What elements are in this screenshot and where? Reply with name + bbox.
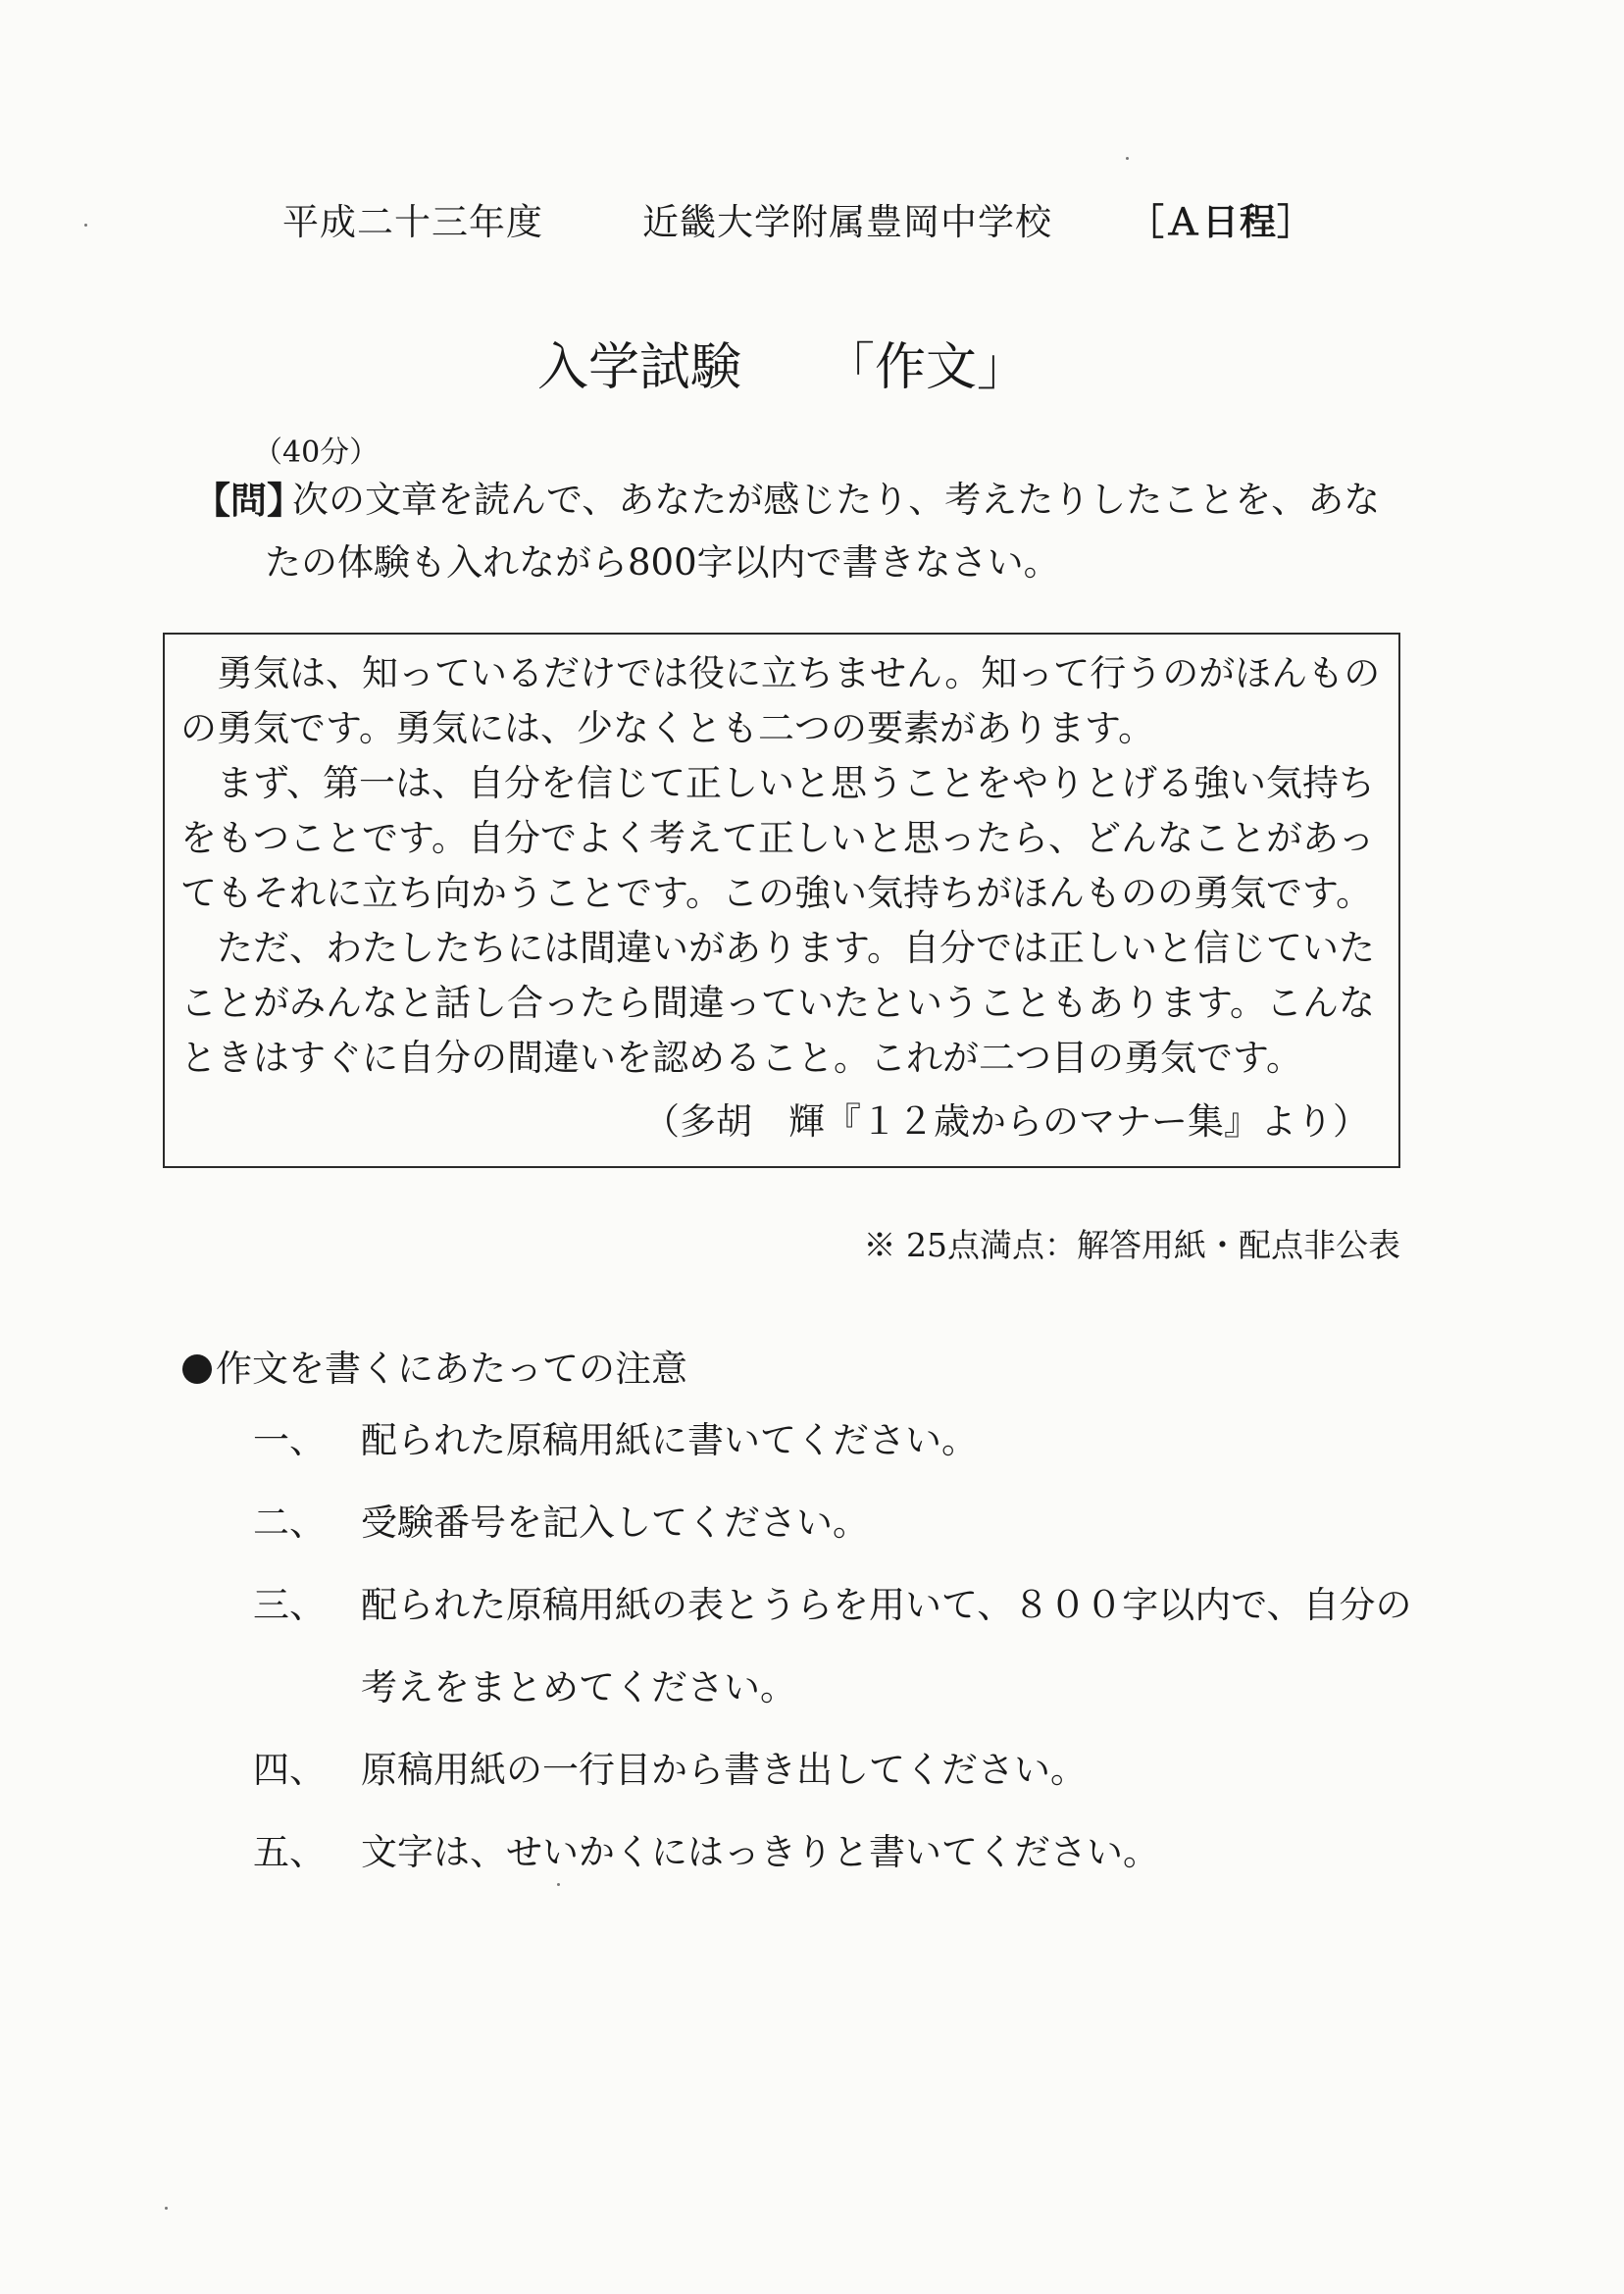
item-number: 三、 [253, 1584, 326, 1626]
item-text: 文字は、せいかくにはっきりと書いてください。 [361, 1831, 1159, 1873]
era-year: 平成二十三年度 [282, 201, 543, 243]
item-text-continued: 考えをまとめてください。 [361, 1666, 796, 1708]
question-block [194, 469, 1410, 594]
question-line-2: たの体験も入れながら800字以内で書きなさい。 [265, 541, 1060, 584]
item-text: 原稿用紙の一行目から書き出してください。 [361, 1749, 1087, 1791]
score-note: ※ 25点満点：解答用紙・配点非公表 [863, 1226, 1400, 1264]
passage-paragraph: ただ、わたしたちには間違いがあります。自分では正しいと信じていたことがみんなと話し合ったら間違っていたということもあります。こんなときはすぐに自分の間違いを認めること。これが二つ目の勇気です。 [180, 927, 1376, 1079]
list-item [253, 1575, 1430, 1740]
item-text: 配られた原稿用紙に書いてください。 [361, 1419, 978, 1461]
scan-speck [84, 224, 87, 227]
school-name: 近畿大学附属豊岡中学校 [642, 201, 1052, 243]
passage-text [180, 646, 1389, 1086]
bullet-icon [182, 1354, 212, 1384]
list-item [253, 1493, 1430, 1575]
passage-source: （多胡 輝『１２歳からのマナー集』より） [643, 1100, 1369, 1143]
question-text [265, 469, 1410, 594]
item-number: 二、 [253, 1502, 326, 1544]
passage-paragraph: 勇気は、知っているだけでは役に立ちません。知って行うのがほんものの勇気です。勇気には、少なくとも二つの要素があります。 [180, 652, 1381, 749]
item-number: 一、 [253, 1419, 326, 1461]
page-title [0, 326, 1624, 397]
schedule-label: ［Ａ日程］ [1128, 200, 1314, 243]
instructions-heading [182, 1339, 687, 1392]
question-label: 【問】 [194, 479, 303, 522]
item-text: 配られた原稿用紙の表とうらを用いて、８００字以内で、自分の [361, 1584, 1412, 1626]
passage-paragraph: まず、第一は、自分を信じて正しいと思うことをやりとげる強い気持ちをもつことです。自分でよく考えて正しいと思ったら、どんなことがあってもそれに立ち向かうことです。この強い気持ちがほんものの勇気です。 [180, 762, 1376, 914]
item-number: 五、 [253, 1831, 326, 1873]
list-item [253, 1822, 1430, 1905]
scan-speck [165, 2207, 168, 2210]
exam-header [0, 192, 1624, 251]
question-line-1: 次の文章を読んで、あなたが感じたり、考えたりしたことを、あな [292, 479, 1381, 521]
scan-speck [1126, 157, 1129, 160]
exam-title: 入学試験 [537, 338, 742, 397]
passage-box [163, 633, 1400, 1168]
list-item [253, 1410, 1430, 1493]
instructions-list [253, 1410, 1430, 1905]
item-text: 受験番号を記入してください。 [361, 1502, 869, 1544]
time-limit: （40分） [253, 435, 380, 470]
subject-title: 「作文」 [824, 338, 1029, 397]
instructions-heading-text: 作文を書くにあたっての注意 [216, 1348, 687, 1390]
scan-speck [557, 1883, 560, 1886]
list-item [253, 1740, 1430, 1822]
item-number: 四、 [253, 1749, 326, 1791]
